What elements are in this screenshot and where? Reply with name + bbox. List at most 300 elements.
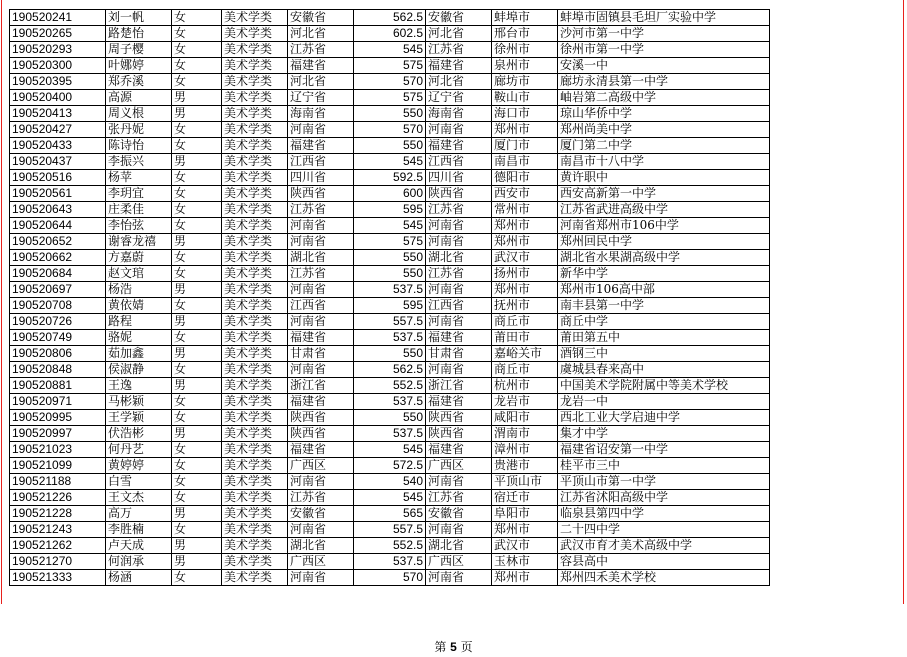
cell-name: 马彬颖 — [106, 394, 172, 410]
cell-city: 咸阳市 — [492, 410, 558, 426]
cell-province: 安徽省 — [288, 10, 354, 26]
footer-suffix: 页 — [460, 640, 473, 654]
cell-score: 537.5 — [354, 282, 426, 298]
cell-name: 黄婷婷 — [106, 458, 172, 474]
cell-sex: 女 — [172, 490, 222, 506]
cell-name: 王逸 — [106, 378, 172, 394]
cell-city: 杭州市 — [492, 378, 558, 394]
cell-score: 545 — [354, 490, 426, 506]
cell-exam-id: 190520848 — [10, 362, 106, 378]
cell-school-province: 安徽省 — [426, 10, 492, 26]
cell-score: 602.5 — [354, 26, 426, 42]
cell-sex: 男 — [172, 554, 222, 570]
cell-province: 陕西省 — [288, 426, 354, 442]
table-row — [10, 138, 770, 154]
cell-school: 武汉市育才美术高级中学 — [558, 538, 770, 554]
cell-school-province: 河南省 — [426, 522, 492, 538]
table-row — [10, 218, 770, 234]
cell-sex: 女 — [172, 10, 222, 26]
cell-city: 郑州市 — [492, 122, 558, 138]
cell-score: 565 — [354, 506, 426, 522]
cell-major: 美术学类 — [222, 186, 288, 202]
table-row — [10, 58, 770, 74]
table-row — [10, 186, 770, 202]
cell-province: 河南省 — [288, 234, 354, 250]
cell-name: 骆妮 — [106, 330, 172, 346]
cell-sex: 女 — [172, 42, 222, 58]
cell-sex: 女 — [172, 266, 222, 282]
cell-name: 谢睿龙禧 — [106, 234, 172, 250]
cell-school: 酒钢三中 — [558, 346, 770, 362]
cell-school-province: 河南省 — [426, 282, 492, 298]
cell-province: 广西区 — [288, 458, 354, 474]
cell-sex: 女 — [172, 202, 222, 218]
cell-school: 郑州尚美中学 — [558, 122, 770, 138]
cell-school-province: 河北省 — [426, 26, 492, 42]
cell-school-province: 河北省 — [426, 74, 492, 90]
cell-major: 美术学类 — [222, 90, 288, 106]
cell-score: 545 — [354, 154, 426, 170]
cell-score: 575 — [354, 58, 426, 74]
cell-province: 福建省 — [288, 394, 354, 410]
cell-major: 美术学类 — [222, 170, 288, 186]
cell-sex: 女 — [172, 186, 222, 202]
cell-province: 江苏省 — [288, 266, 354, 282]
cell-school-province: 福建省 — [426, 394, 492, 410]
cell-province: 四川省 — [288, 170, 354, 186]
table-row — [10, 298, 770, 314]
cell-score: 552.5 — [354, 378, 426, 394]
cell-school-province: 海南省 — [426, 106, 492, 122]
cell-major: 美术学类 — [222, 282, 288, 298]
table-row — [10, 426, 770, 442]
cell-school: 二十四中学 — [558, 522, 770, 538]
cell-name: 庄柔佳 — [106, 202, 172, 218]
cell-school: 容县高中 — [558, 554, 770, 570]
cell-school: 湖北省水果湖高级中学 — [558, 250, 770, 266]
cell-school-province: 四川省 — [426, 170, 492, 186]
cell-major: 美术学类 — [222, 378, 288, 394]
cell-major: 美术学类 — [222, 490, 288, 506]
cell-school: 琼山华侨中学 — [558, 106, 770, 122]
cell-score: 550 — [354, 266, 426, 282]
cell-province: 河南省 — [288, 522, 354, 538]
cell-name: 黄依婧 — [106, 298, 172, 314]
cell-sex: 女 — [172, 394, 222, 410]
cell-major: 美术学类 — [222, 394, 288, 410]
cell-sex: 女 — [172, 170, 222, 186]
cell-exam-id: 190520806 — [10, 346, 106, 362]
cell-city: 嘉峪关市 — [492, 346, 558, 362]
cell-name: 杨苹 — [106, 170, 172, 186]
cell-province: 江西省 — [288, 298, 354, 314]
cell-city: 邢台市 — [492, 26, 558, 42]
cell-school: 安溪一中 — [558, 58, 770, 74]
cell-score: 537.5 — [354, 426, 426, 442]
cell-name: 何丹艺 — [106, 442, 172, 458]
cell-major: 美术学类 — [222, 298, 288, 314]
cell-school-province: 甘肃省 — [426, 346, 492, 362]
cell-sex: 女 — [172, 74, 222, 90]
cell-name: 李振兴 — [106, 154, 172, 170]
cell-name: 杨涵 — [106, 570, 172, 586]
cell-name: 高源 — [106, 90, 172, 106]
cell-city: 蚌埠市 — [492, 10, 558, 26]
cell-city: 漳州市 — [492, 442, 558, 458]
cell-major: 美术学类 — [222, 522, 288, 538]
cell-sex: 女 — [172, 570, 222, 586]
table-row — [10, 170, 770, 186]
cell-city: 西安市 — [492, 186, 558, 202]
cell-major: 美术学类 — [222, 122, 288, 138]
cell-name: 周子樱 — [106, 42, 172, 58]
admission-table-body — [10, 10, 770, 586]
cell-exam-id: 190521333 — [10, 570, 106, 586]
cell-exam-id: 190521270 — [10, 554, 106, 570]
cell-sex: 男 — [172, 378, 222, 394]
cell-school: 莆田第五中 — [558, 330, 770, 346]
table-row — [10, 458, 770, 474]
cell-score: 545 — [354, 218, 426, 234]
cell-sex: 女 — [172, 58, 222, 74]
cell-province: 河南省 — [288, 570, 354, 586]
cell-school-province: 河南省 — [426, 362, 492, 378]
cell-school: 廊坊永清县第一中学 — [558, 74, 770, 90]
cell-exam-id: 190520697 — [10, 282, 106, 298]
cell-province: 河南省 — [288, 282, 354, 298]
cell-exam-id: 190521226 — [10, 490, 106, 506]
cell-city: 抚州市 — [492, 298, 558, 314]
cell-school-province: 福建省 — [426, 138, 492, 154]
cell-major: 美术学类 — [222, 234, 288, 250]
table-row — [10, 314, 770, 330]
cell-sex: 男 — [172, 506, 222, 522]
cell-exam-id: 190520643 — [10, 202, 106, 218]
cell-school: 新华中学 — [558, 266, 770, 282]
cell-score: 550 — [354, 106, 426, 122]
cell-major: 美术学类 — [222, 58, 288, 74]
cell-exam-id: 190520652 — [10, 234, 106, 250]
cell-city: 郑州市 — [492, 522, 558, 538]
page-edge-right-line — [903, 0, 904, 604]
cell-city: 贵港市 — [492, 458, 558, 474]
table-row — [10, 554, 770, 570]
cell-major: 美术学类 — [222, 106, 288, 122]
cell-city: 平顶山市 — [492, 474, 558, 490]
cell-name: 王文杰 — [106, 490, 172, 506]
cell-exam-id: 190520995 — [10, 410, 106, 426]
table-row — [10, 362, 770, 378]
cell-school-province: 河南省 — [426, 122, 492, 138]
cell-sex: 男 — [172, 314, 222, 330]
cell-sex: 女 — [172, 138, 222, 154]
cell-school: 集才中学 — [558, 426, 770, 442]
cell-province: 河南省 — [288, 474, 354, 490]
cell-school-province: 江苏省 — [426, 490, 492, 506]
cell-score: 545 — [354, 42, 426, 58]
cell-province: 陕西省 — [288, 186, 354, 202]
page-footer — [0, 638, 907, 655]
cell-province: 安徽省 — [288, 506, 354, 522]
cell-exam-id: 190520684 — [10, 266, 106, 282]
table-row — [10, 250, 770, 266]
cell-name: 侯淑静 — [106, 362, 172, 378]
cell-school-province: 广西区 — [426, 554, 492, 570]
cell-score: 545 — [354, 442, 426, 458]
cell-city: 龙岩市 — [492, 394, 558, 410]
cell-sex: 女 — [172, 122, 222, 138]
cell-city: 渭南市 — [492, 426, 558, 442]
cell-school: 郑州四禾美术学校 — [558, 570, 770, 586]
cell-sex: 男 — [172, 106, 222, 122]
cell-province: 海南省 — [288, 106, 354, 122]
cell-sex: 女 — [172, 522, 222, 538]
cell-school-province: 江西省 — [426, 154, 492, 170]
cell-major: 美术学类 — [222, 410, 288, 426]
cell-school: 江苏省武进高级中学 — [558, 202, 770, 218]
cell-city: 阜阳市 — [492, 506, 558, 522]
cell-exam-id: 190520708 — [10, 298, 106, 314]
cell-major: 美术学类 — [222, 426, 288, 442]
cell-exam-id: 190520662 — [10, 250, 106, 266]
cell-city: 武汉市 — [492, 538, 558, 554]
cell-major: 美术学类 — [222, 346, 288, 362]
table-row — [10, 410, 770, 426]
cell-name: 陈诗怡 — [106, 138, 172, 154]
cell-exam-id: 190520413 — [10, 106, 106, 122]
cell-province: 江西省 — [288, 154, 354, 170]
cell-name: 郑乔溪 — [106, 74, 172, 90]
cell-score: 572.5 — [354, 458, 426, 474]
cell-province: 浙江省 — [288, 378, 354, 394]
cell-city: 莆田市 — [492, 330, 558, 346]
page-edge-left-line — [1, 0, 2, 604]
cell-major: 美术学类 — [222, 154, 288, 170]
cell-major: 美术学类 — [222, 442, 288, 458]
cell-province: 河北省 — [288, 74, 354, 90]
admission-table — [9, 9, 770, 586]
cell-school: 龙岩一中 — [558, 394, 770, 410]
cell-exam-id: 190520997 — [10, 426, 106, 442]
cell-school: 沙河市第一中学 — [558, 26, 770, 42]
cell-major: 美术学类 — [222, 250, 288, 266]
cell-province: 河南省 — [288, 314, 354, 330]
cell-exam-id: 190521023 — [10, 442, 106, 458]
cell-sex: 女 — [172, 218, 222, 234]
cell-school: 南昌市十八中学 — [558, 154, 770, 170]
cell-school-province: 福建省 — [426, 442, 492, 458]
cell-exam-id: 190520265 — [10, 26, 106, 42]
table-row — [10, 282, 770, 298]
table-row — [10, 42, 770, 58]
cell-major: 美术学类 — [222, 506, 288, 522]
cell-school: 虞城县春来高中 — [558, 362, 770, 378]
cell-city: 宿迁市 — [492, 490, 558, 506]
cell-major: 美术学类 — [222, 362, 288, 378]
cell-name: 卢天成 — [106, 538, 172, 554]
cell-city: 郑州市 — [492, 218, 558, 234]
table-row — [10, 378, 770, 394]
cell-sex: 男 — [172, 538, 222, 554]
cell-exam-id: 190520400 — [10, 90, 106, 106]
cell-school-province: 湖北省 — [426, 250, 492, 266]
cell-province: 河南省 — [288, 362, 354, 378]
cell-city: 武汉市 — [492, 250, 558, 266]
cell-exam-id: 190520726 — [10, 314, 106, 330]
cell-major: 美术学类 — [222, 314, 288, 330]
cell-sex: 女 — [172, 362, 222, 378]
cell-school-province: 江苏省 — [426, 42, 492, 58]
cell-school-province: 福建省 — [426, 330, 492, 346]
cell-province: 湖北省 — [288, 250, 354, 266]
cell-school-province: 安徽省 — [426, 506, 492, 522]
cell-name: 何润承 — [106, 554, 172, 570]
cell-score: 570 — [354, 74, 426, 90]
cell-exam-id: 190520561 — [10, 186, 106, 202]
table-row — [10, 74, 770, 90]
cell-school-province: 河南省 — [426, 314, 492, 330]
cell-score: 550 — [354, 250, 426, 266]
cell-major: 美术学类 — [222, 330, 288, 346]
cell-score: 550 — [354, 138, 426, 154]
cell-score: 600 — [354, 186, 426, 202]
cell-province: 江苏省 — [288, 42, 354, 58]
cell-score: 562.5 — [354, 10, 426, 26]
cell-major: 美术学类 — [222, 218, 288, 234]
cell-school-province: 陕西省 — [426, 186, 492, 202]
cell-school-province: 江苏省 — [426, 202, 492, 218]
page-number: 5 — [450, 640, 457, 654]
table-row — [10, 26, 770, 42]
cell-school: 南丰县第一中学 — [558, 298, 770, 314]
cell-exam-id: 190521188 — [10, 474, 106, 490]
cell-city: 德阳市 — [492, 170, 558, 186]
cell-province: 江苏省 — [288, 490, 354, 506]
cell-major: 美术学类 — [222, 458, 288, 474]
cell-name: 李胜楠 — [106, 522, 172, 538]
cell-city: 郑州市 — [492, 570, 558, 586]
cell-city: 常州市 — [492, 202, 558, 218]
table-row — [10, 346, 770, 362]
cell-school-province: 陕西省 — [426, 426, 492, 442]
cell-score: 570 — [354, 570, 426, 586]
footer-prefix: 第 — [434, 640, 447, 654]
table-row — [10, 570, 770, 586]
cell-province: 湖北省 — [288, 538, 354, 554]
cell-name: 李怡弦 — [106, 218, 172, 234]
cell-exam-id: 190520749 — [10, 330, 106, 346]
table-row — [10, 234, 770, 250]
cell-exam-id: 190520971 — [10, 394, 106, 410]
cell-sex: 女 — [172, 298, 222, 314]
cell-exam-id: 190520300 — [10, 58, 106, 74]
cell-major: 美术学类 — [222, 42, 288, 58]
cell-province: 河南省 — [288, 122, 354, 138]
cell-major: 美术学类 — [222, 10, 288, 26]
cell-city: 商丘市 — [492, 362, 558, 378]
table-row — [10, 490, 770, 506]
cell-school-province: 江西省 — [426, 298, 492, 314]
cell-sex: 男 — [172, 90, 222, 106]
cell-score: 540 — [354, 474, 426, 490]
cell-school-province: 河南省 — [426, 234, 492, 250]
cell-school: 平顶山市第一中学 — [558, 474, 770, 490]
cell-exam-id: 190520427 — [10, 122, 106, 138]
cell-city: 廊坊市 — [492, 74, 558, 90]
cell-school-province: 河南省 — [426, 570, 492, 586]
cell-province: 福建省 — [288, 58, 354, 74]
table-row — [10, 538, 770, 554]
cell-major: 美术学类 — [222, 26, 288, 42]
cell-city: 海口市 — [492, 106, 558, 122]
cell-province: 甘肃省 — [288, 346, 354, 362]
cell-school: 江苏省沭阳高级中学 — [558, 490, 770, 506]
cell-province: 江苏省 — [288, 202, 354, 218]
cell-school: 黄许职中 — [558, 170, 770, 186]
cell-city: 泉州市 — [492, 58, 558, 74]
cell-city: 郑州市 — [492, 282, 558, 298]
cell-school-province: 河南省 — [426, 474, 492, 490]
cell-score: 550 — [354, 410, 426, 426]
cell-score: 595 — [354, 202, 426, 218]
cell-exam-id: 190520433 — [10, 138, 106, 154]
cell-major: 美术学类 — [222, 554, 288, 570]
table-row — [10, 266, 770, 282]
cell-score: 575 — [354, 234, 426, 250]
cell-school: 临泉县第四中学 — [558, 506, 770, 522]
cell-score: 557.5 — [354, 314, 426, 330]
cell-school: 商丘中学 — [558, 314, 770, 330]
cell-school: 河南省郑州市106中学 — [558, 218, 770, 234]
cell-city: 郑州市 — [492, 234, 558, 250]
cell-province: 河南省 — [288, 218, 354, 234]
cell-exam-id: 190520644 — [10, 218, 106, 234]
cell-score: 575 — [354, 90, 426, 106]
cell-name: 白雪 — [106, 474, 172, 490]
cell-exam-id: 190521262 — [10, 538, 106, 554]
cell-major: 美术学类 — [222, 538, 288, 554]
cell-major: 美术学类 — [222, 570, 288, 586]
table-row — [10, 330, 770, 346]
cell-exam-id: 190521228 — [10, 506, 106, 522]
cell-exam-id: 190520395 — [10, 74, 106, 90]
cell-major: 美术学类 — [222, 138, 288, 154]
cell-name: 张丹妮 — [106, 122, 172, 138]
cell-name: 方嘉蔚 — [106, 250, 172, 266]
cell-score: 592.5 — [354, 170, 426, 186]
cell-sex: 男 — [172, 282, 222, 298]
cell-school: 郑州回民中学 — [558, 234, 770, 250]
cell-score: 595 — [354, 298, 426, 314]
cell-score: 537.5 — [354, 394, 426, 410]
cell-name: 周义根 — [106, 106, 172, 122]
cell-city: 玉林市 — [492, 554, 558, 570]
cell-name: 路楚怡 — [106, 26, 172, 42]
cell-school: 中国美术学院附属中等美术学校 — [558, 378, 770, 394]
cell-city: 徐州市 — [492, 42, 558, 58]
table-row — [10, 154, 770, 170]
cell-school-province: 浙江省 — [426, 378, 492, 394]
cell-sex: 女 — [172, 330, 222, 346]
cell-score: 537.5 — [354, 554, 426, 570]
cell-province: 陕西省 — [288, 410, 354, 426]
cell-exam-id: 190520293 — [10, 42, 106, 58]
cell-city: 商丘市 — [492, 314, 558, 330]
cell-exam-id: 190520437 — [10, 154, 106, 170]
cell-score: 557.5 — [354, 522, 426, 538]
cell-province: 辽宁省 — [288, 90, 354, 106]
cell-score: 537.5 — [354, 330, 426, 346]
